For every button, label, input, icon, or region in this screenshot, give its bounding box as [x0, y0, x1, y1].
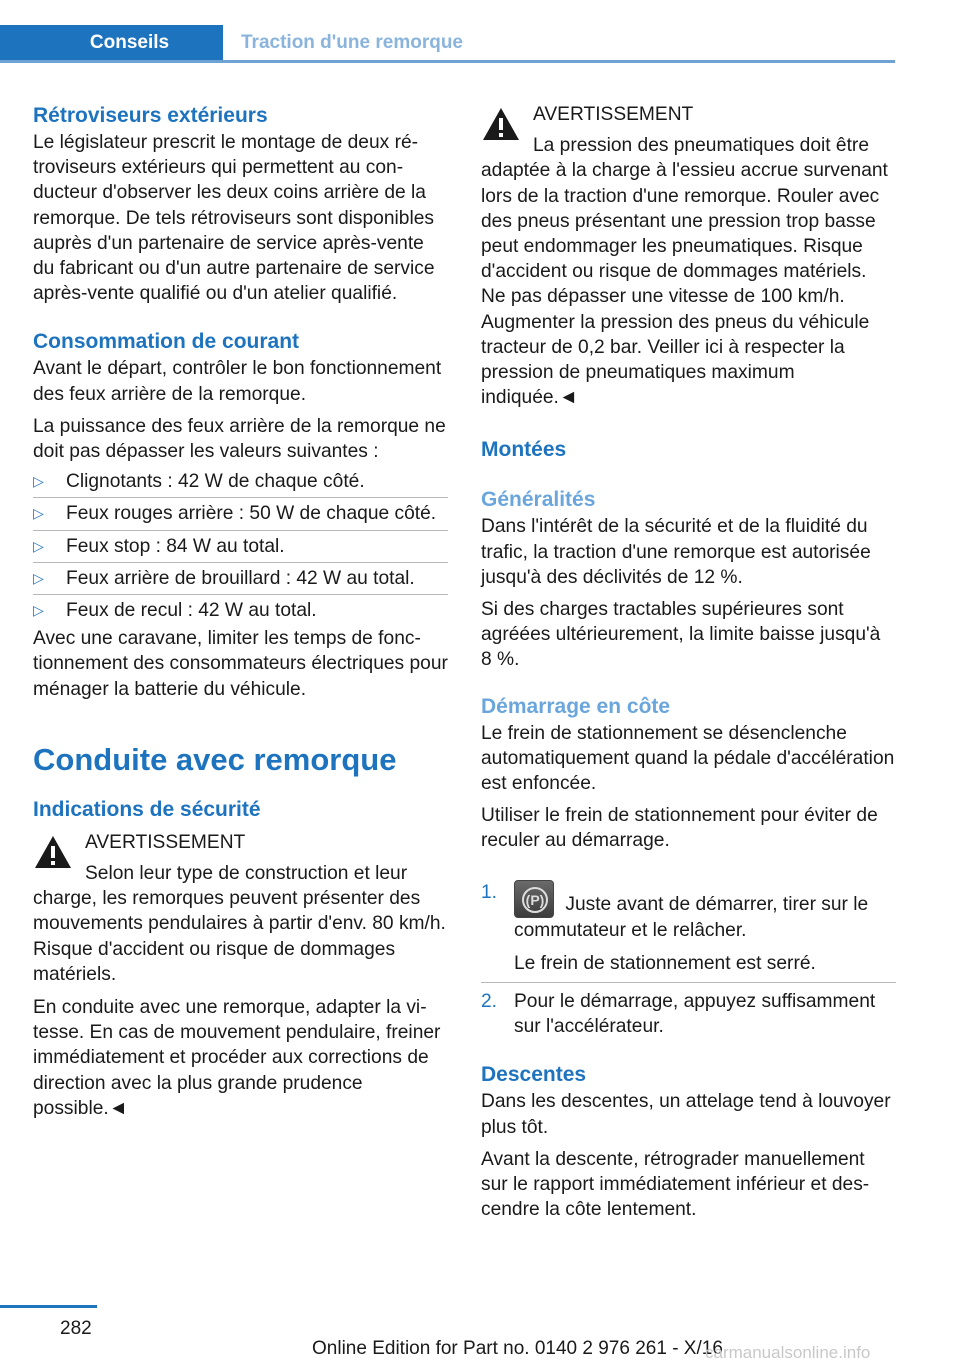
- heading-montees: Montées: [481, 438, 567, 462]
- tab-traction-remorque[interactable]: Traction d'une remorque: [241, 31, 463, 53]
- warning-triangle-icon: [33, 834, 73, 870]
- list-item: ▷ Clignotants : 42 W de chaque côté.: [33, 466, 448, 498]
- list-item: 2. Pour le démarrage, appuyez suffisamment sur l'accélérateur.: [481, 991, 876, 1038]
- triangle-bullet-icon: ▷: [33, 505, 44, 522]
- step-number: 2.: [481, 991, 498, 1013]
- heading-retroviseurs: Rétroviseurs extérieurs: [33, 104, 268, 127]
- left-column: [33, 102, 448, 1128]
- list-item: ▷ Feux arrière de brouillard : 42 W au total.: [33, 563, 448, 595]
- paragraph-pendulaire: En conduite avec une remorque, adapter la vitesse. En cas de mouvement pendulaire, freiner immédiatement et procéder aux corrections de direction avec la plus grande prudence possible.◄: [33, 997, 441, 1119]
- heading-generalites: Généralités: [481, 488, 596, 512]
- warning-block-pneus: [481, 102, 896, 410]
- paragraph-caravane: Avec une caravane, limiter les temps de fonctionnement des consommateurs électriques pour ménager la batterie du véhicule.: [33, 628, 448, 700]
- warning-title: AVERTISSEMENT: [85, 831, 246, 853]
- paragraph-generalites-1: Dans l'intérêt de la sécurité et de la fluidité du trafic, la traction d'une remorque est autorisée jusqu'à des déclivités de 12 %.: [481, 516, 871, 588]
- heading-securite: Indications de sécurité: [33, 797, 261, 821]
- warning-title: AVERTISSEMENT: [533, 104, 694, 125]
- triangle-bullet-icon: ▷: [33, 602, 44, 619]
- footer-edition: Online Edition for Part no. 0140 2 976 261 - X/16: [312, 1338, 723, 1359]
- list-item: ▷ Feux rouges arrière : 50 W de chaque côté.: [33, 498, 448, 530]
- paragraph-generalites-2: Si des charges tractables supérieures sont agréées ultérieurement, la limite baisse jusqu'à 8 %.: [481, 599, 881, 671]
- heading-consommation: Consommation de courant: [33, 330, 300, 354]
- warning-block-pendulaire: [33, 830, 448, 987]
- right-column: [481, 102, 896, 1230]
- list-item: 1. (P) Juste avant de démarrer, tirer sur le commutateur et le relâcher. Le frein de stationnement est serré.: [481, 876, 896, 983]
- paragraph-retroviseurs: Le législateur prescrit le montage de deux rétroviseurs extérieurs qui permettent au conducteur d'observer les deux coins arrière de la remorque. De tels rétroviseurs sont disponibles auprès d'un partenaire de service après-vente du fabricant ou d'un autre partenaire de service après-vente qualifié ou d'un atelier qualifié.: [33, 132, 435, 305]
- warning-text: Selon leur type de construction et leur charge, les remorques peuvent présenter des mouvements pendulaires à partir d'env. 80 km/h. Risque d'accident ou risque de dommages matériels.: [33, 863, 446, 985]
- paragraph-descentes-2: Avant la descente, rétrograder manuellement sur le rapport immédiatement inférieur et descendre la côte lentement.: [481, 1148, 870, 1221]
- warning-text: La pression des pneumatiques doit être adaptée à la charge à l'essieu accrue survenant lors de la traction d'une remorque. Rouler avec des pneus présentant une pression trop basse peut endommager les pneumatiques. Risque d'accident ou risque de dommages matériels. Ne pas dépasser une vitesse de 100 km/h. Augmenter la pression des pneus du véhicule tracteur de 0,2 bar. Veiller ici à respecter la pression de pneumatiques maximum indiquée.◄: [481, 135, 888, 409]
- heading-conduite-remorque: Conduite avec remorque: [33, 741, 397, 777]
- header-bar: [0, 25, 895, 62]
- heading-descentes: Descentes: [481, 1063, 587, 1087]
- header-divider: [0, 60, 895, 63]
- paragraph-consommation-2: La puissance des feux arrière de la remorque ne doit pas dépasser les valeurs suivantes :: [33, 415, 446, 463]
- list-item: ▷ Feux de recul : 42 W au total.: [33, 595, 448, 626]
- triangle-bullet-icon: ▷: [33, 537, 44, 554]
- warning-triangle-icon: [481, 106, 521, 142]
- bullet-list-puissance: [33, 466, 448, 626]
- parking-brake-icon: (P): [514, 880, 554, 918]
- list-item: ▷ Feux stop : 84 W au total.: [33, 531, 448, 563]
- heading-demarrage-cote: Démarrage en côte: [481, 694, 671, 718]
- paragraph-consommation-1: Avant le départ, contrôler le bon fonctionnement des feux arrière de la remorque.: [33, 358, 442, 405]
- watermark: carmanualsonline.info: [705, 1343, 871, 1362]
- paragraph-descentes-1: Dans les descentes, un attelage tend à louvoyer plus tôt.: [481, 1091, 891, 1138]
- paragraph-demarrage-2: Utiliser le frein de stationnement pour éviter de reculer au démarrage.: [481, 805, 878, 852]
- steps-list: [481, 876, 896, 1046]
- step-number: 1.: [481, 881, 498, 903]
- triangle-bullet-icon: ▷: [33, 569, 44, 586]
- triangle-bullet-icon: ▷: [33, 473, 44, 490]
- step-subtext: Le frein de stationnement est serré.: [514, 952, 816, 974]
- paragraph-demarrage-1: Le frein de stationnement se désenclenche automatiquement quand la pédale d'accélération est enfoncée.: [481, 722, 895, 795]
- footer-rule: [0, 1305, 97, 1308]
- tab-conseils[interactable]: Conseils: [0, 25, 223, 60]
- page-number: 282: [60, 1318, 92, 1339]
